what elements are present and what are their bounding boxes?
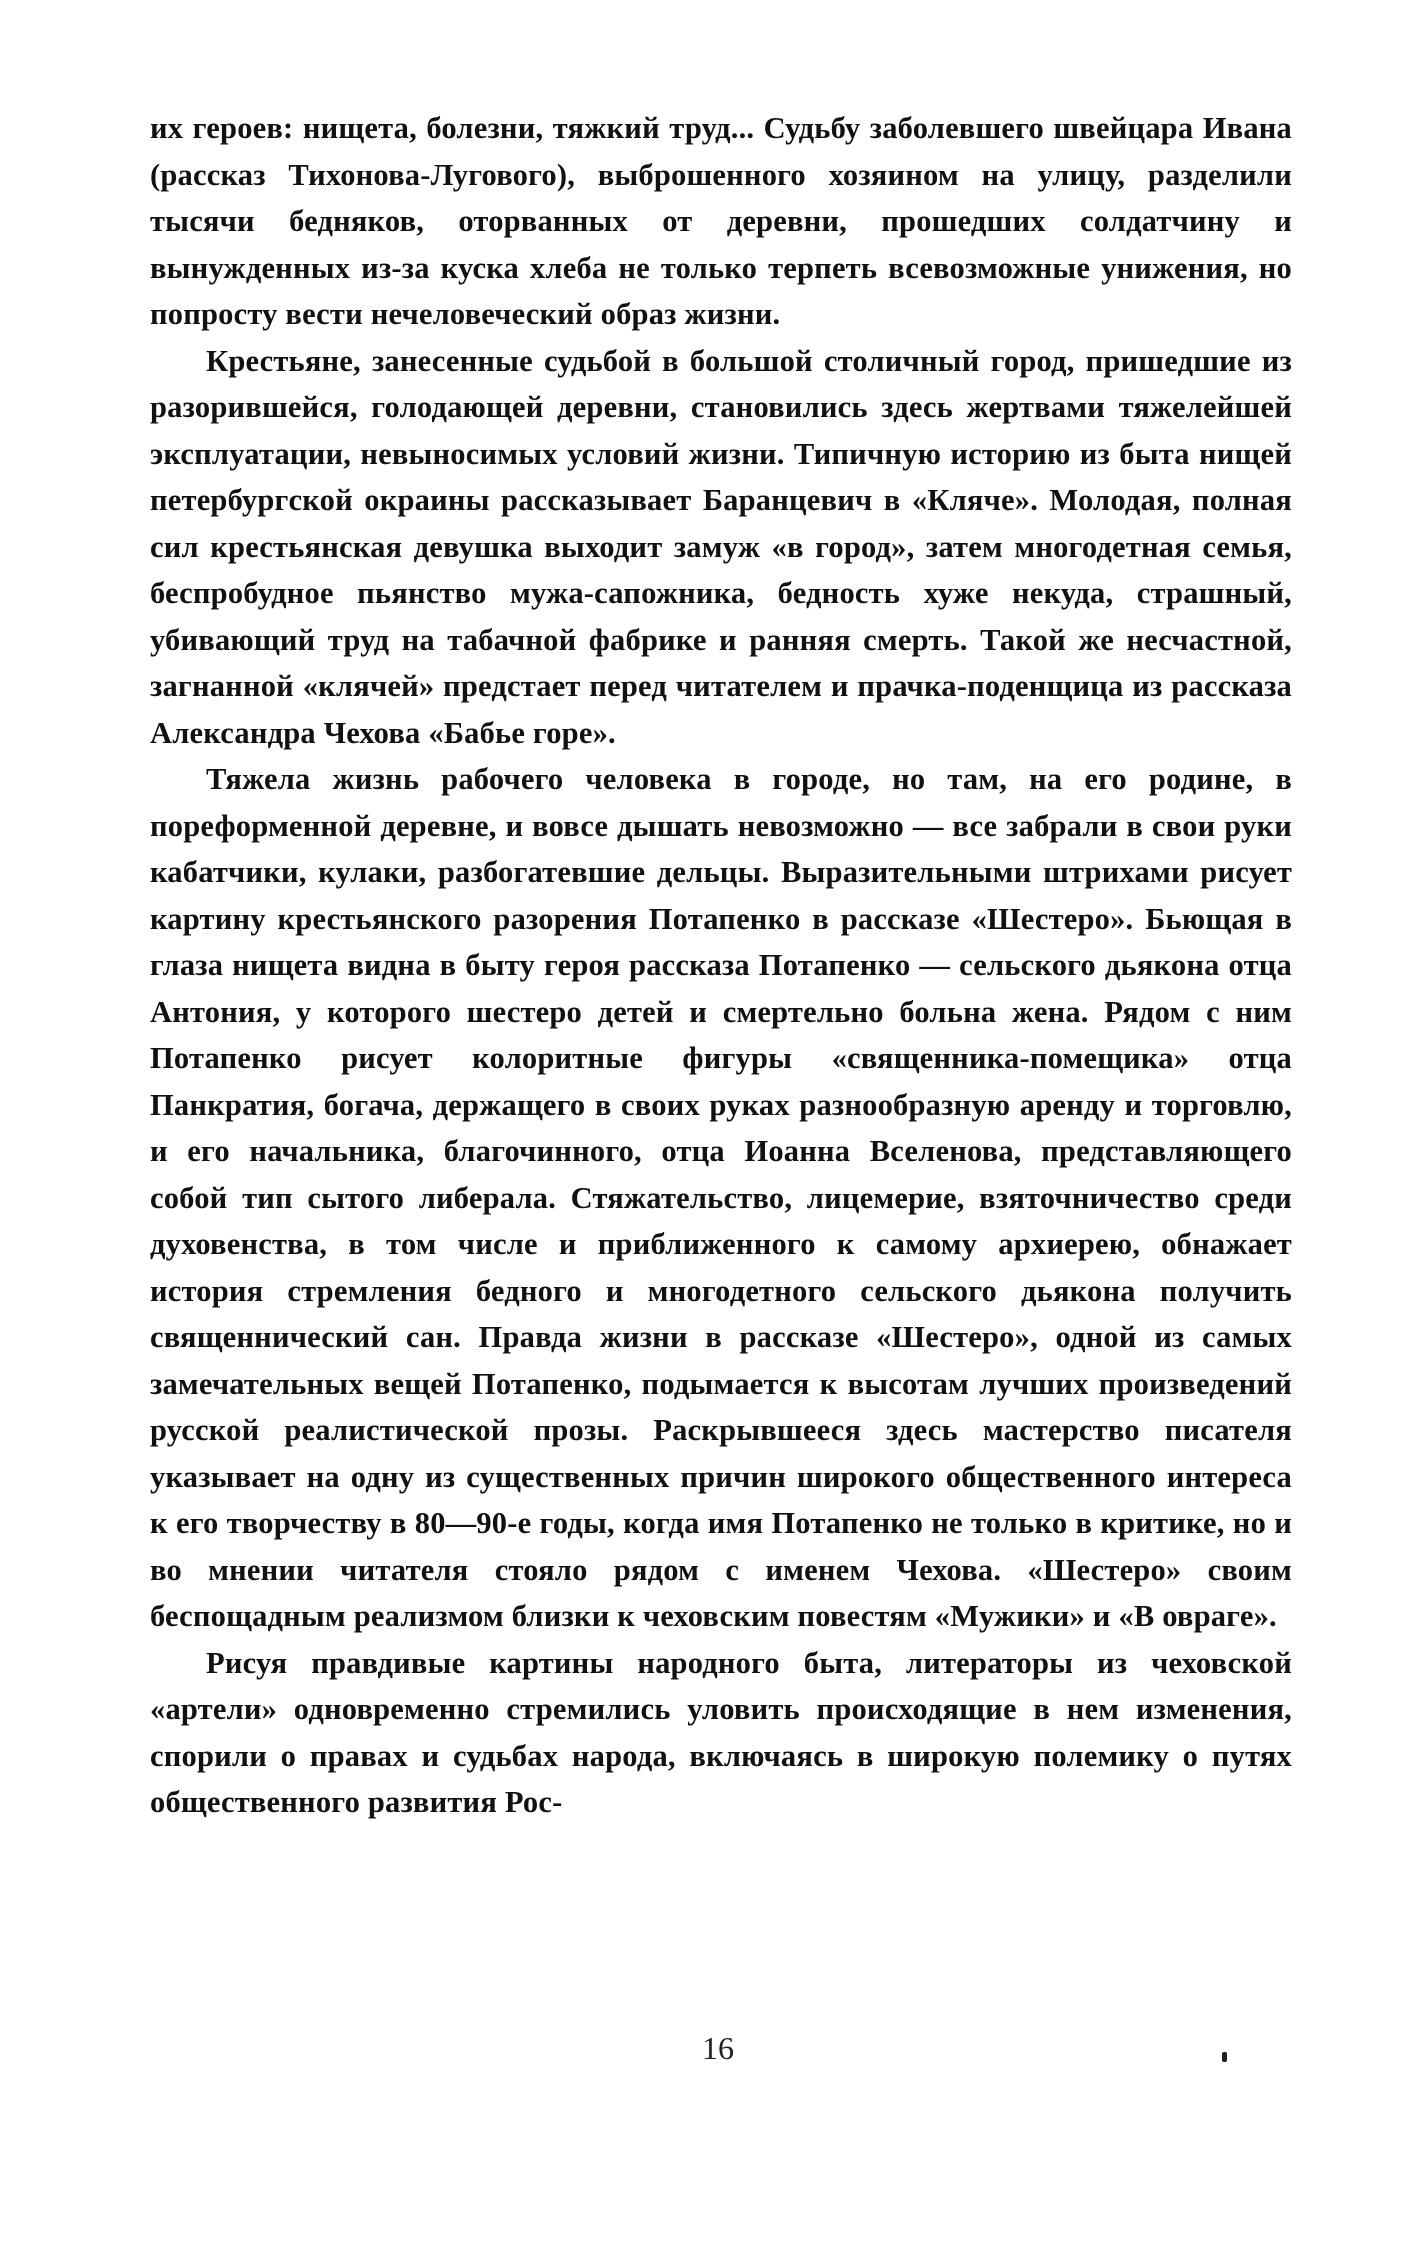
paragraph-4: Рисуя правдивые картины народного быта, литераторы из чеховской «артели» одновременно стремились уловить происходящие в нем изменения, спорили о правах и судьбах народа, включаясь в широкую полемику о путях общественного развития Рос-	[150, 1645, 1292, 1819]
page-footer	[0, 2030, 1426, 2080]
page-number: 16	[702, 2030, 734, 2066]
page-body	[150, 105, 1292, 1826]
paragraph-2: Крестьяне, занесенные судьбой в большой столичный город, пришедшие из разорившейся, голодающей деревни, становились здесь жертвами тяжелейшей эксплуатации, невыносимых условий жизни. Типичную историю из быта нищей петербургской окраины рассказывает Баранцевич в «Кляче». Молодая, полная сил крестьянская девушка выходит замуж «в город», затем многодетная семья, беспробудное пьянство мужа-сапожника, бедность хуже некуда, страшный, убивающий труд на табачной фабрике и ранняя смерть. Такой же несчастной, загнанной «клячей» предстает перед читателем и прачка-поденщица из рассказа Александра Чехова «Бабье горе».	[150, 343, 1292, 750]
paragraph-3: Тяжела жизнь рабочего человека в городе, но там, на его родине, в пореформенной деревне, и вовсе дышать невозможно — все забрали в свои руки кабатчики, кулаки, разбогатевшие дельцы. Выразительными штрихами рисует картину крестьянского разорения Потапенко в рассказе «Шестеро». Бьющая в глаза нищета видна в быту героя рассказа Потапенко — сельского дьякона отца Антония, у которого шестеро детей и смертельно больна жена. Рядом с ним Потапенко рисует колоритные фигуры «священника-помещика» отца Панкратия, богача, держащего в своих руках разнообразную аренду и торговлю, и его начальника, благочинного, отца Иоанна Вселенова, представляющего собой тип сытого либерала. Стяжательство, лицемерие, взяточничество среди духовенства, в том числе и приближенного к самому архиерею, обнажает история стремления бедного и многодетного сельского дьякона получить священнический сан. Правда жизни в рассказе «Шестеро», одной из самых замечательных вещей Потапенко, подымается к высотам лучших произведений русской реалистической прозы. Раскрывшееся здесь мастерство писателя указывает на одну из существенных причин широкого общественного интереса к его творчеству в 80—90-е годы, когда имя Потапенко не только в критике, но и во мнении читателя стояло рядом с именем Чехова. «Шестеро» своим беспощадным реализмом близки к чеховским повестям «Мужики» и «В овраге».	[150, 762, 1292, 1633]
print-speck	[1222, 2052, 1227, 2062]
paragraph-1: их героев: нищета, болезни, тяжкий труд... Судьбу заболевшего швейцара Ивана (рассказ Тихонова-Лугового), выброшенного хозяином на улицу, разделили тысячи бедняков, оторванных от деревни, прошедших солдатчину и вынужденных из-за куска хлеба не только терпеть всевозможные унижения, но попросту вести нечеловеческий образ жизни.	[150, 111, 1292, 331]
